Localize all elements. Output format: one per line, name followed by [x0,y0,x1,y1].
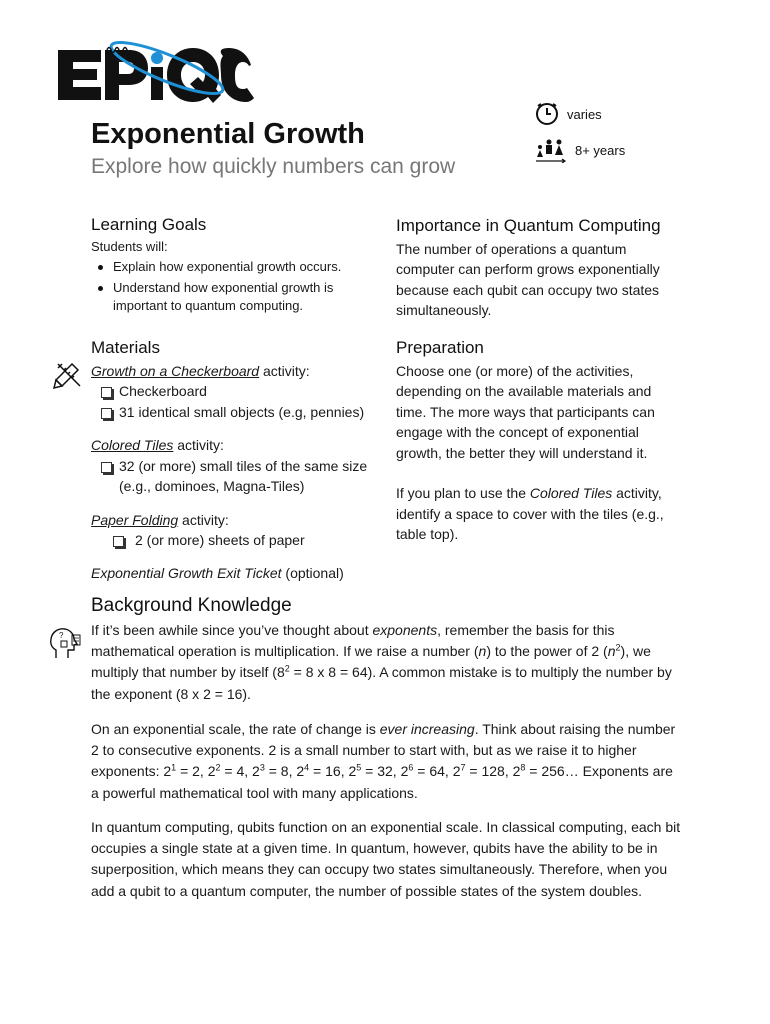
materials-heading: Materials [91,338,160,357]
importance-text: The number of operations a quantum computer can perform grows exponentially because each qubit can occupy two states simultaneously. [396,240,660,318]
pencil-ruler-icon [52,358,84,392]
page-title: Exponential Growth [91,118,365,150]
learning-goals-section [91,216,371,318]
materials-section [91,338,381,583]
family-icon [535,137,567,163]
activity-title-link[interactable]: Growth on a Checkerboard [91,362,260,379]
clock-icon [535,102,559,126]
age-row [535,137,625,163]
exit-ticket-line: Exponential Growth Exit Ticket (optional) [91,564,344,581]
checklist-item: 32 (or more) small tiles of the same size (e.g., dominoes, Magna-Tiles) [91,456,374,497]
activity-checkerboard: Growth on a Checkerboard activity: Checkerboard 31 identical small objects (e.g, pennies) [91,361,381,423]
list-item: Explain how exponential growth occurs. [91,258,371,277]
checkbox-icon [101,408,112,419]
learning-goals-intro: Students will: [91,238,168,254]
background-section [91,595,292,617]
svg-text:?: ? [59,631,64,640]
learning-goals-heading: Learning Goals [91,215,207,234]
exit-ticket-title: Exponential Growth Exit Ticket [91,564,282,581]
activity-colored-tiles: Colored Tiles activity: 32 (or more) small tiles of the same size (e.g., dominoes, Magna-Tiles) [91,435,381,497]
age-text: 8+ years [575,142,626,158]
importance-section [396,216,666,321]
duration-text: varies [567,106,602,122]
checkbox-icon [101,462,112,473]
activity-title-link[interactable]: Colored Tiles [91,437,174,453]
epiqc-logo [55,38,255,104]
background-paragraph-3: In quantum computing, qubits function on an exponential scale. In classical computing, each bit occupies a single state at a given time. In quantum, however, qubits have the ability to be in superposition, which means they can occupy two states simultaneously. Therefore, when you add a qubit to a quantum computer, the number of possible states of the system doubles. [91,819,681,899]
activity-paper-folding: Paper Folding activity: 2 (or more) sheets of paper [91,510,381,551]
preparation-heading: Preparation [396,338,484,357]
checklist-item: Checkerboard [91,381,381,402]
preparation-paragraph: Choose one (or more) of the activities, depending on the available materials and time. The more ways that participants can engage with the concept of exponential growth, the better they will understand it. [396,362,655,461]
activity-title-link[interactable]: Paper Folding [91,511,179,528]
background-heading: Background Knowledge [91,595,292,616]
background-paragraph-2: On an exponential scale, the rate of change is ever increasing. Think about raising the number 2 to consecutive exponents. 2 is a small number to start with, but as we raise it to higher exponents: $2^1 = 2$, $2^2 = 4$, $2^3 = 8$, $2^4 = 16$, $2^5 = 32$, $2^6 = 64$, $2^7 = 128$, $2^8$ = 256… Exponents are a powerful mathematical tool with many applications. [91,721,676,801]
background-paragraph-1: If it’s been awhile since you’ve thought about exponents, remember the basis for this mathematical operation is multiplication. If we raise a number (n) to the power of 2 $(n^2)$, we multiply that number by itself ($8^2 = 8$ x 8 = 64). A common mistake is to multiply the number by the exponent (8 x 2 = 16). [91,622,672,702]
checklist-item: 31 identical small objects (e.g, pennies) [91,402,381,423]
preparation-paragraph: If you plan to use the Colored Tiles activity, identify a space to cover with the tiles (e.g., table top). [396,485,664,542]
importance-heading: Importance in Quantum Computing [396,216,661,235]
checkbox-icon [101,387,112,398]
head-question-icon [48,626,82,660]
preparation-section [396,338,681,545]
learning-goals-list [91,258,371,316]
duration-row [535,102,602,126]
list-item: Understand how exponential growth is important to quantum computing. [91,279,371,316]
page-subtitle: Explore how quickly numbers can grow [91,155,456,178]
checklist-item: 2 (or more) sheets of paper [91,530,381,551]
checkbox-icon [113,536,124,547]
